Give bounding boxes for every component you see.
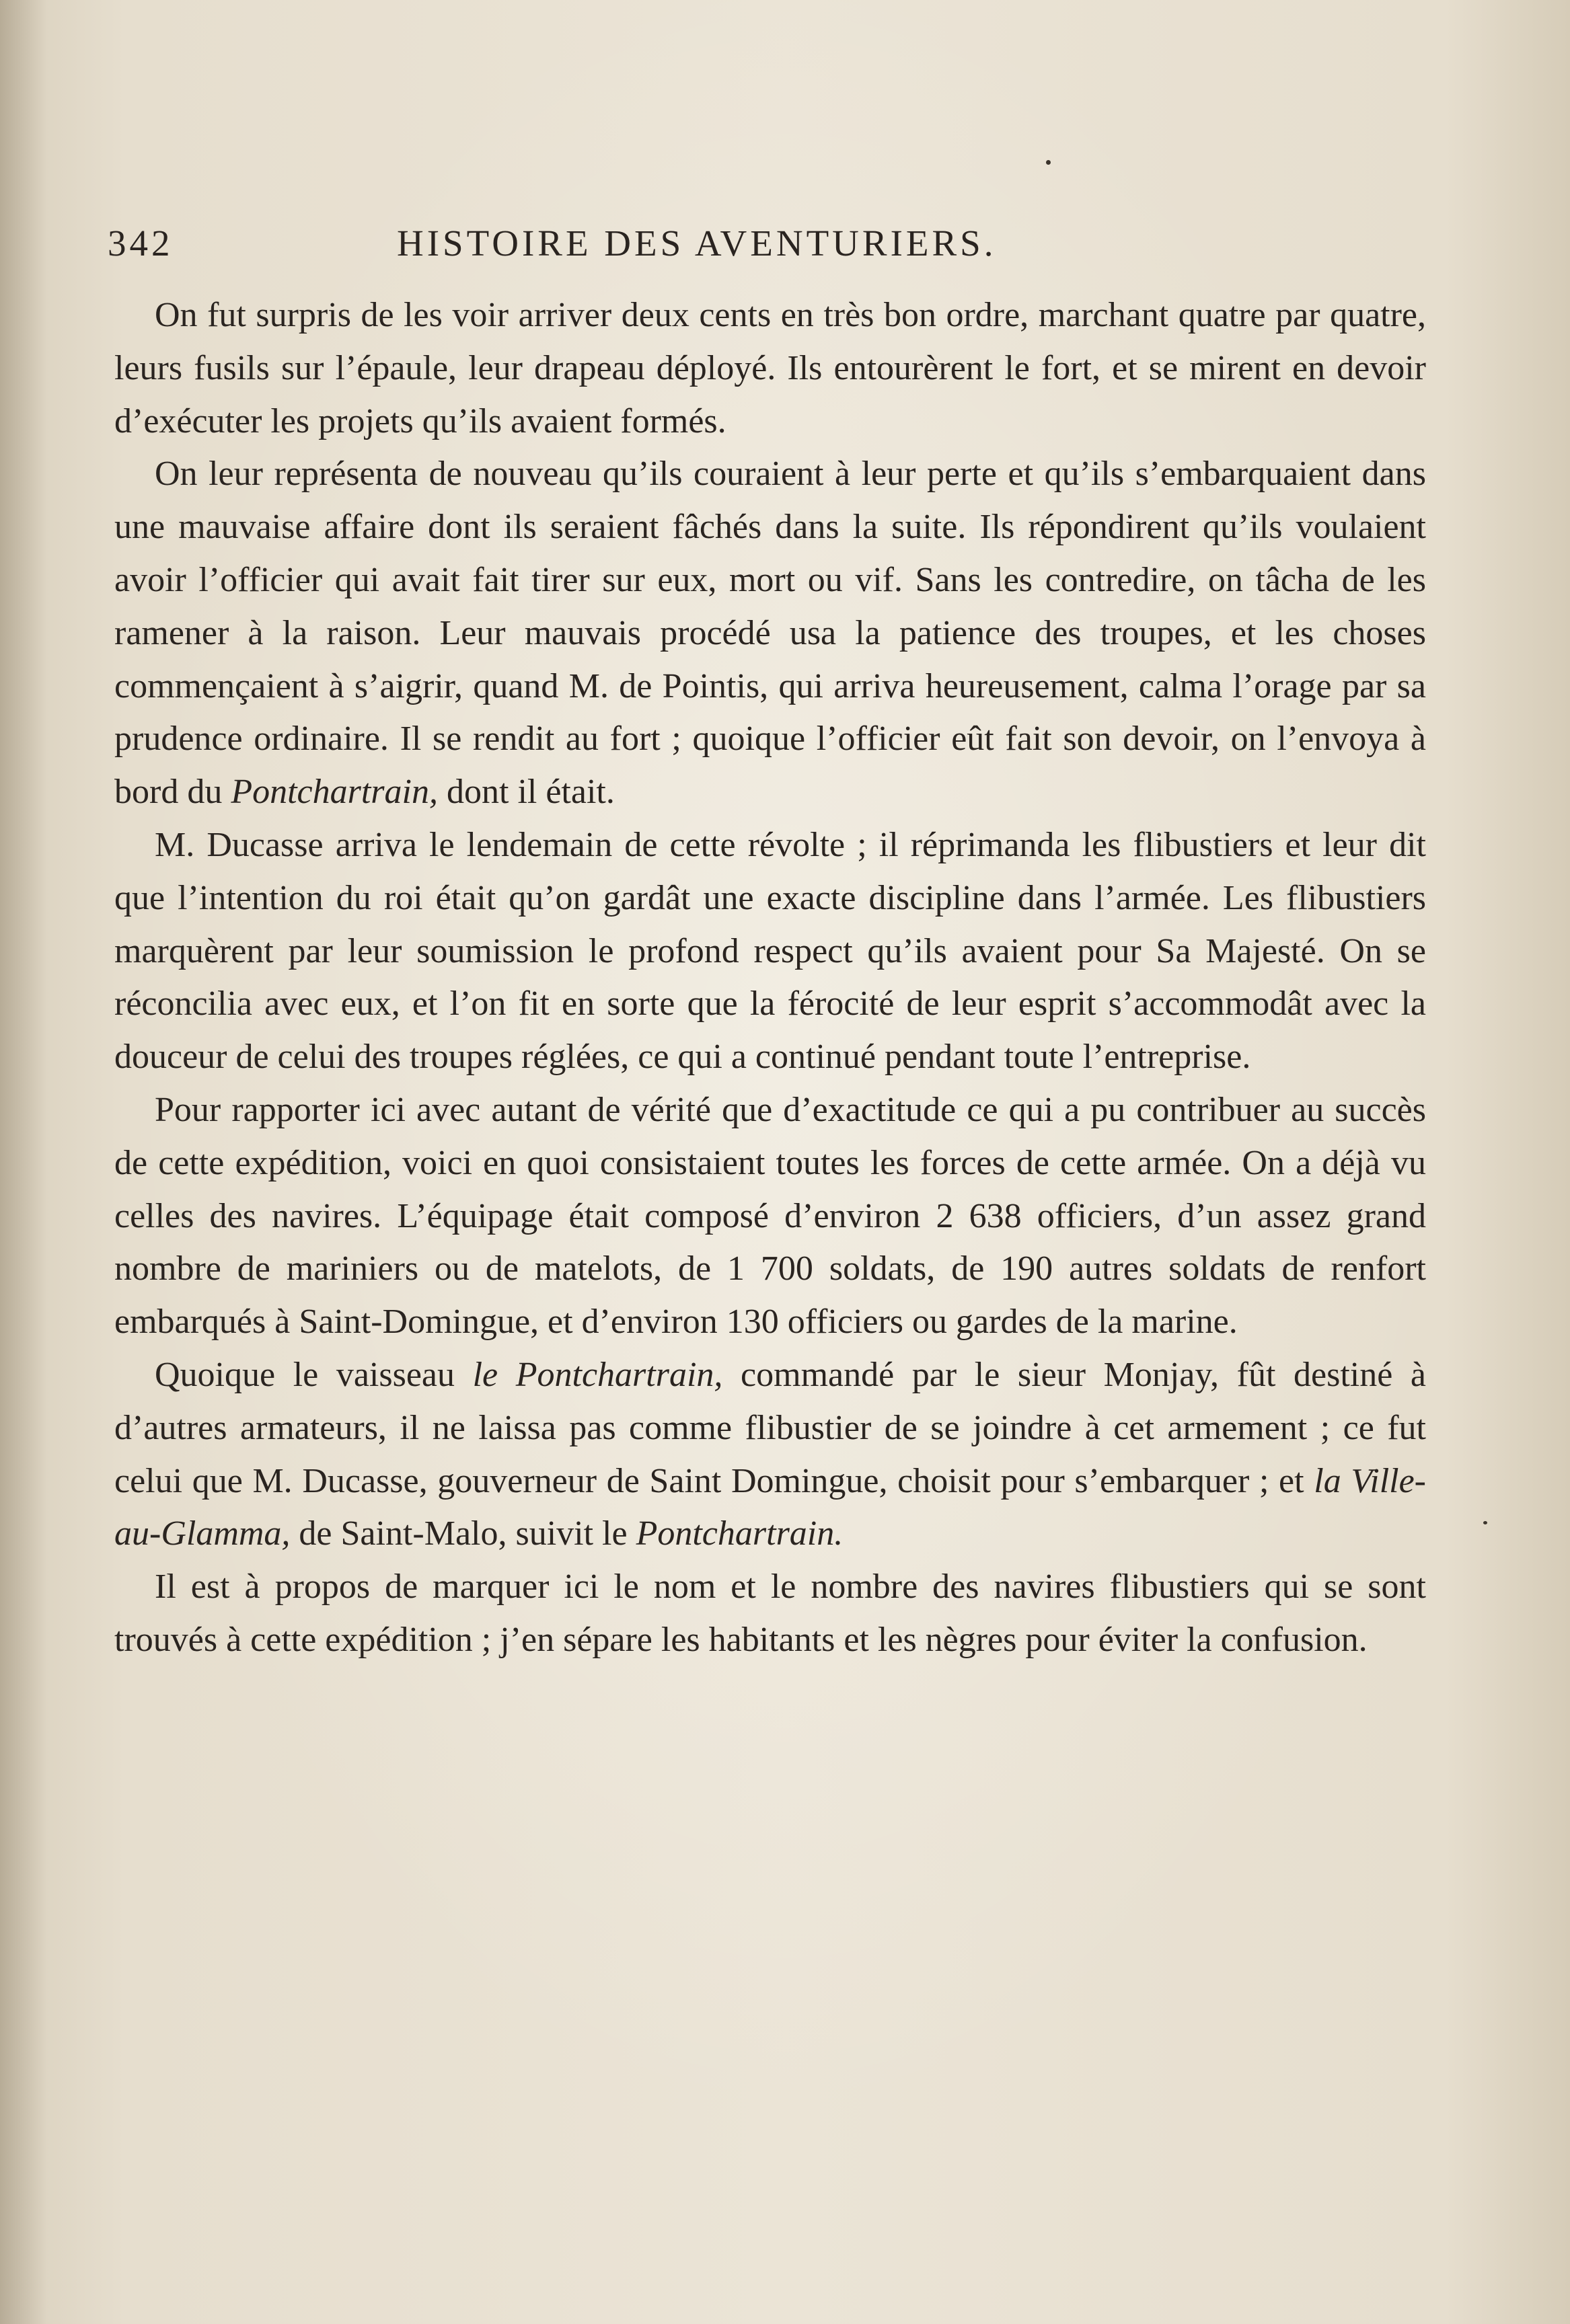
ink-speck [1046, 160, 1051, 165]
text-run: Pour rapporter ici avec autant de vérité que d’exactitude ce qui a pu contribuer au succès de cette expédition, voici en quoi consistaient toutes les forces de cette armée. On a déjà vu celles des navires. L’équipage était composé d’environ 2 638 officiers, d’un assez grand nombre de mariniers ou de matelots, de 1 700 soldats, de 190 autres soldats de renfort embarqués à Saint-Domingue, et d’environ 130 officiers ou gardes de la marine. [114, 1090, 1426, 1342]
page-number: 342 [108, 223, 174, 264]
running-title: HISTOIRE DES AVENTURIERS. [397, 223, 997, 264]
text-run: Quoique le vaisseau [155, 1355, 473, 1394]
paragraph [114, 1084, 1426, 1349]
paragraph [114, 289, 1426, 448]
paragraph [114, 448, 1426, 819]
text-run: M. Ducasse arriva le lendemain de cette révolte ; il réprimanda les flibustiers et leur dit que l’intention du roi était qu’on gardât une exacte discipline dans l’armée. Les flibustiers marquèrent par leur soumission le profond respect qu’ils avaient pour Sa Majesté. On se réconcilia avec eux, et l’on fit en sorte que la férocité de leur esprit s’accommodât avec la douceur de celui des troupes réglées, ce qui a continué pendant toute l’entreprise. [114, 825, 1426, 1077]
paragraph [114, 819, 1426, 1084]
italic-text: Pontchartrain. [636, 1514, 844, 1553]
italic-text: le Pontchartrain, [472, 1355, 723, 1394]
spine-shadow [0, 0, 47, 2324]
italic-text: la Ville-au-Glamma, [114, 1461, 1426, 1553]
text-run: commandé par le sieur Monjay, fût destiné à d’autres armateurs, il ne laissa pas comme flibustier de se joindre à cet armement ; ce fut celui que M. Ducasse, gouverneur de Saint Domingue, choisit pour s’embarquer ; et [114, 1355, 1426, 1500]
paragraph [114, 1561, 1426, 1667]
text-run: On leur représenta de nouveau qu’ils couraient à leur perte et qu’ils s’embarquaient dans une mauvaise affaire dont ils seraient fâchés dans la suite. Ils répondirent qu’ils voulaient avoir l’officier qui avait fait tirer sur eux, mort ou vif. Sans les contredire, on tâcha de les ramener à la raison. Leur mauvais procédé usa la patience des troupes, et les choses commençaient à s’aigrir, quand M. de Pointis, qui arriva heureusement, calma l’orage par sa prudence ordinaire. Il se rendit au fort ; quoique l’officier eût fait son devoir, on l’envoya à bord du [114, 455, 1426, 812]
body-text [114, 289, 1426, 1667]
ink-speck [1483, 1521, 1487, 1524]
text-run: Il est à propos de marquer ici le nom et le nombre des navires flibustiers qui se sont trouvés à cette expédition ; j’en sépare les habitants et les nègres pour éviter la confusion. [114, 1567, 1426, 1659]
text-run: dont il était. [438, 773, 615, 812]
text-run: On fut surpris de les voir arriver deux cents en très bon ordre, marchant quatre par quatre, leurs fusils sur l’épaule, leur drapeau déployé. Ils entourèrent le fort, et se mirent en devoir d’exécuter les projets qu’ils avaient formés. [114, 296, 1426, 440]
italic-text: Pontchartrain, [231, 773, 438, 812]
page-header [108, 222, 1144, 276]
text-run: de Saint-Malo, suivit le [290, 1514, 636, 1553]
paragraph [114, 1349, 1426, 1561]
